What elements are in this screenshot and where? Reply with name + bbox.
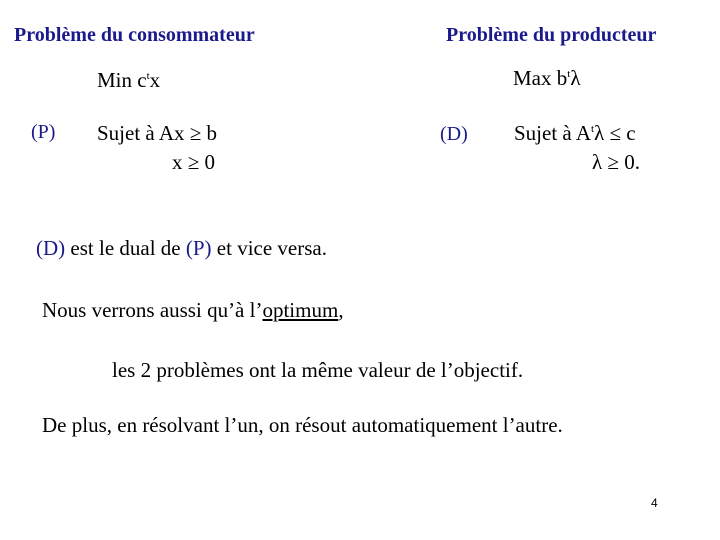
primal-label: (P) [31,121,56,143]
duality-statement: (D) est le dual de (P) et vice versa. [36,236,327,260]
optimum-statement: Nous verrons aussi qu’à l’optimum, [42,298,344,322]
dual-label: (D) [440,123,468,145]
producer-problem-heading: Problème du producteur [446,24,657,46]
primal-objective: Min $c^tx$ [97,68,161,92]
objective-value-statement: les 2 problèmes ont la même valeur de l’objectif. [112,358,524,382]
primal-constraint-1: Sujet à Ax ≥ b [97,121,218,145]
dual-constraint-1: Sujet à $A^t\lambda \le c$ [514,121,636,145]
page-number: 4 [651,496,658,510]
dual-objective: Max $b^t\lambda$ [513,66,581,90]
primal-constraint-2: x ≥ 0 [172,150,216,174]
resolution-statement: De plus, en résolvant l’un, on résout automatiquement l’autre. [42,413,563,437]
consumer-problem-heading: Problème du consommateur [14,24,255,46]
dual-constraint-2: λ ≥ 0. [592,150,640,174]
